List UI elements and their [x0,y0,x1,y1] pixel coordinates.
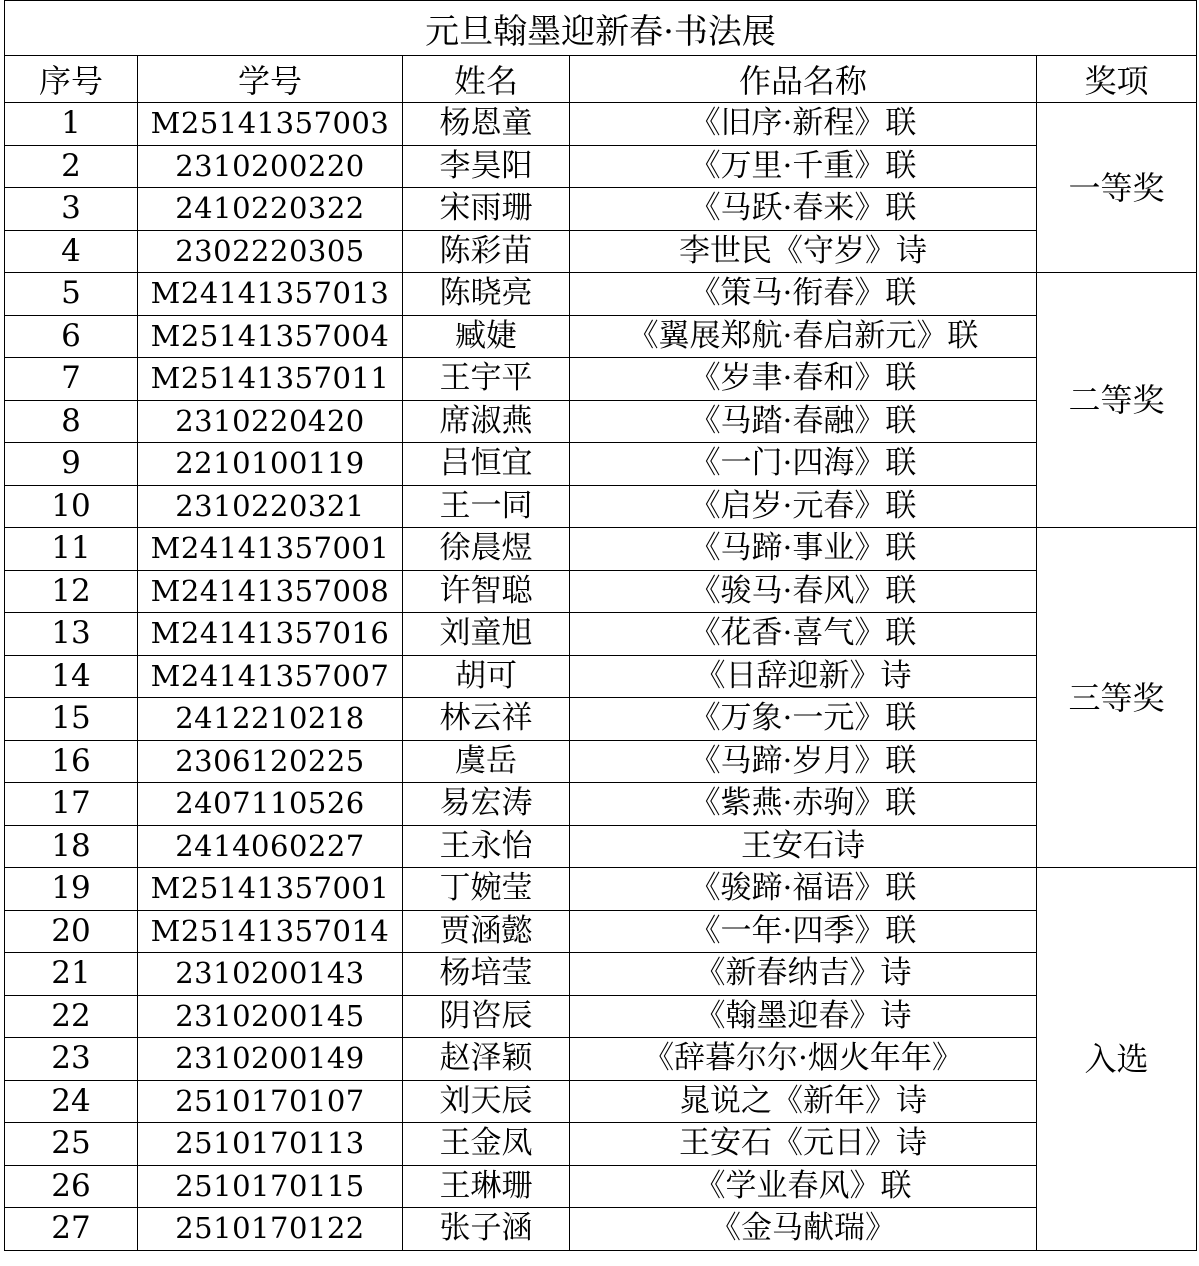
table-row [5,103,1197,146]
cell-student-id: M25141357003 [138,103,403,146]
cell-name: 赵泽颖 [403,1038,570,1081]
table-row [5,570,1197,613]
cell-index: 23 [5,1038,138,1081]
cell-work: 《岁聿·春和》联 [570,358,1037,401]
title-row [5,1,1197,56]
cell-index: 14 [5,655,138,698]
header-name: 姓名 [403,56,570,103]
cell-name: 张子涵 [403,1208,570,1251]
cell-work: 《马蹄·事业》联 [570,528,1037,571]
table-row [5,825,1197,868]
cell-name: 王琳珊 [403,1165,570,1208]
cell-student-id: 2410220322 [138,188,403,231]
cell-work: 晁说之《新年》诗 [570,1080,1037,1123]
cell-name: 吕恒宜 [403,443,570,486]
cell-work: 《花香·喜气》联 [570,613,1037,656]
cell-index: 17 [5,783,138,826]
table-row [5,443,1197,486]
cell-work: 《马踏·春融》联 [570,400,1037,443]
cell-index: 6 [5,315,138,358]
table-row [5,910,1197,953]
cell-student-id: 2310200145 [138,995,403,1038]
cell-index: 12 [5,570,138,613]
table-row [5,188,1197,231]
cell-student-id: M25141357014 [138,910,403,953]
header-index: 序号 [5,56,138,103]
cell-student-id: M24141357013 [138,273,403,316]
cell-student-id: M25141357011 [138,358,403,401]
table-row [5,273,1197,316]
cell-name: 丁婉莹 [403,868,570,911]
cell-work: 《策马·衔春》联 [570,273,1037,316]
cell-name: 王宇平 [403,358,570,401]
cell-student-id: M24141357007 [138,655,403,698]
table-title: 元旦翰墨迎新春·书法展 [5,1,1197,56]
cell-work: 王安石诗 [570,825,1037,868]
cell-student-id: 2510170122 [138,1208,403,1251]
table-row [5,528,1197,571]
cell-student-id: 2310220420 [138,400,403,443]
cell-name: 刘天辰 [403,1080,570,1123]
cell-name: 臧婕 [403,315,570,358]
cell-name: 林云祥 [403,698,570,741]
table-row [5,655,1197,698]
cell-name: 徐晨煜 [403,528,570,571]
cell-work: 《旧序·新程》联 [570,103,1037,146]
table-row [5,1038,1197,1081]
table-row [5,1123,1197,1166]
cell-student-id: 2407110526 [138,783,403,826]
award-cell: 三等奖 [1037,528,1197,868]
cell-work: 《启岁·元春》联 [570,485,1037,528]
cell-student-id: 2510170115 [138,1165,403,1208]
cell-index: 9 [5,443,138,486]
cell-name: 陈晓亮 [403,273,570,316]
cell-student-id: 2510170113 [138,1123,403,1166]
cell-student-id: 2310200220 [138,145,403,188]
cell-name: 阴咨辰 [403,995,570,1038]
cell-work: 《翰墨迎春》诗 [570,995,1037,1038]
cell-index: 24 [5,1080,138,1123]
cell-student-id: 2414060227 [138,825,403,868]
cell-name: 王永怡 [403,825,570,868]
cell-name: 贾涵懿 [403,910,570,953]
award-cell: 二等奖 [1037,273,1197,528]
cell-student-id: M24141357001 [138,528,403,571]
table-row [5,1165,1197,1208]
table-row [5,613,1197,656]
table-row [5,400,1197,443]
cell-work: 《学业春风》联 [570,1165,1037,1208]
cell-work: 《辞暮尔尔·烟火年年》 [570,1038,1037,1081]
cell-work: 王安石《元日》诗 [570,1123,1037,1166]
cell-work: 《一年·四季》联 [570,910,1037,953]
cell-student-id: 2210100119 [138,443,403,486]
cell-index: 5 [5,273,138,316]
table-row [5,783,1197,826]
cell-name: 许智聪 [403,570,570,613]
cell-name: 易宏涛 [403,783,570,826]
header-row [5,56,1197,103]
cell-student-id: M24141357008 [138,570,403,613]
cell-student-id: 2310220321 [138,485,403,528]
table-row [5,1080,1197,1123]
cell-index: 18 [5,825,138,868]
cell-work: 《金马献瑞》 [570,1208,1037,1251]
header-work: 作品名称 [570,56,1037,103]
cell-student-id: 2306120225 [138,740,403,783]
cell-student-id: M25141357001 [138,868,403,911]
cell-work: 《马跃·春来》联 [570,188,1037,231]
cell-name: 刘童旭 [403,613,570,656]
cell-index: 21 [5,953,138,996]
table-row [5,1208,1197,1251]
cell-name: 王金凤 [403,1123,570,1166]
cell-name: 胡可 [403,655,570,698]
cell-work: 《紫燕·赤驹》联 [570,783,1037,826]
cell-index: 16 [5,740,138,783]
award-table [4,0,1197,1251]
cell-name: 杨恩童 [403,103,570,146]
cell-work: 《一门·四海》联 [570,443,1037,486]
cell-index: 1 [5,103,138,146]
cell-student-id: 2412210218 [138,698,403,741]
cell-student-id: 2310200149 [138,1038,403,1081]
cell-work: 《新春纳吉》诗 [570,953,1037,996]
table-row [5,145,1197,188]
cell-work: 《骏蹄·福语》联 [570,868,1037,911]
cell-work: 《万里·千重》联 [570,145,1037,188]
cell-index: 7 [5,358,138,401]
cell-work: 《万象·一元》联 [570,698,1037,741]
cell-work: 《骏马·春风》联 [570,570,1037,613]
cell-index: 8 [5,400,138,443]
cell-student-id: 2510170107 [138,1080,403,1123]
table-row [5,995,1197,1038]
cell-index: 10 [5,485,138,528]
cell-student-id: M24141357016 [138,613,403,656]
cell-work: 李世民《守岁》诗 [570,230,1037,273]
cell-work: 《翼展郑航·春启新元》联 [570,315,1037,358]
award-cell: 入选 [1037,868,1197,1251]
cell-index: 19 [5,868,138,911]
header-award: 奖项 [1037,56,1197,103]
header-student-id: 学号 [138,56,403,103]
cell-index: 27 [5,1208,138,1251]
cell-work: 《日辞迎新》诗 [570,655,1037,698]
cell-student-id: 2302220305 [138,230,403,273]
cell-name: 虞岳 [403,740,570,783]
cell-index: 11 [5,528,138,571]
table-row [5,230,1197,273]
cell-index: 4 [5,230,138,273]
cell-index: 3 [5,188,138,231]
cell-name: 李昊阳 [403,145,570,188]
cell-index: 13 [5,613,138,656]
cell-index: 26 [5,1165,138,1208]
cell-name: 席淑燕 [403,400,570,443]
cell-index: 20 [5,910,138,953]
cell-student-id: 2310200143 [138,953,403,996]
table-row [5,868,1197,911]
table-row [5,315,1197,358]
cell-name: 陈彩苗 [403,230,570,273]
table-row [5,698,1197,741]
cell-index: 15 [5,698,138,741]
cell-index: 25 [5,1123,138,1166]
cell-index: 22 [5,995,138,1038]
award-cell: 一等奖 [1037,103,1197,273]
table-row [5,953,1197,996]
table-body [5,103,1197,1251]
cell-student-id: M25141357004 [138,315,403,358]
cell-work: 《马蹄·岁月》联 [570,740,1037,783]
cell-name: 宋雨珊 [403,188,570,231]
cell-name: 王一同 [403,485,570,528]
cell-index: 2 [5,145,138,188]
table-row [5,485,1197,528]
table-row [5,358,1197,401]
table-row [5,740,1197,783]
cell-name: 杨培莹 [403,953,570,996]
